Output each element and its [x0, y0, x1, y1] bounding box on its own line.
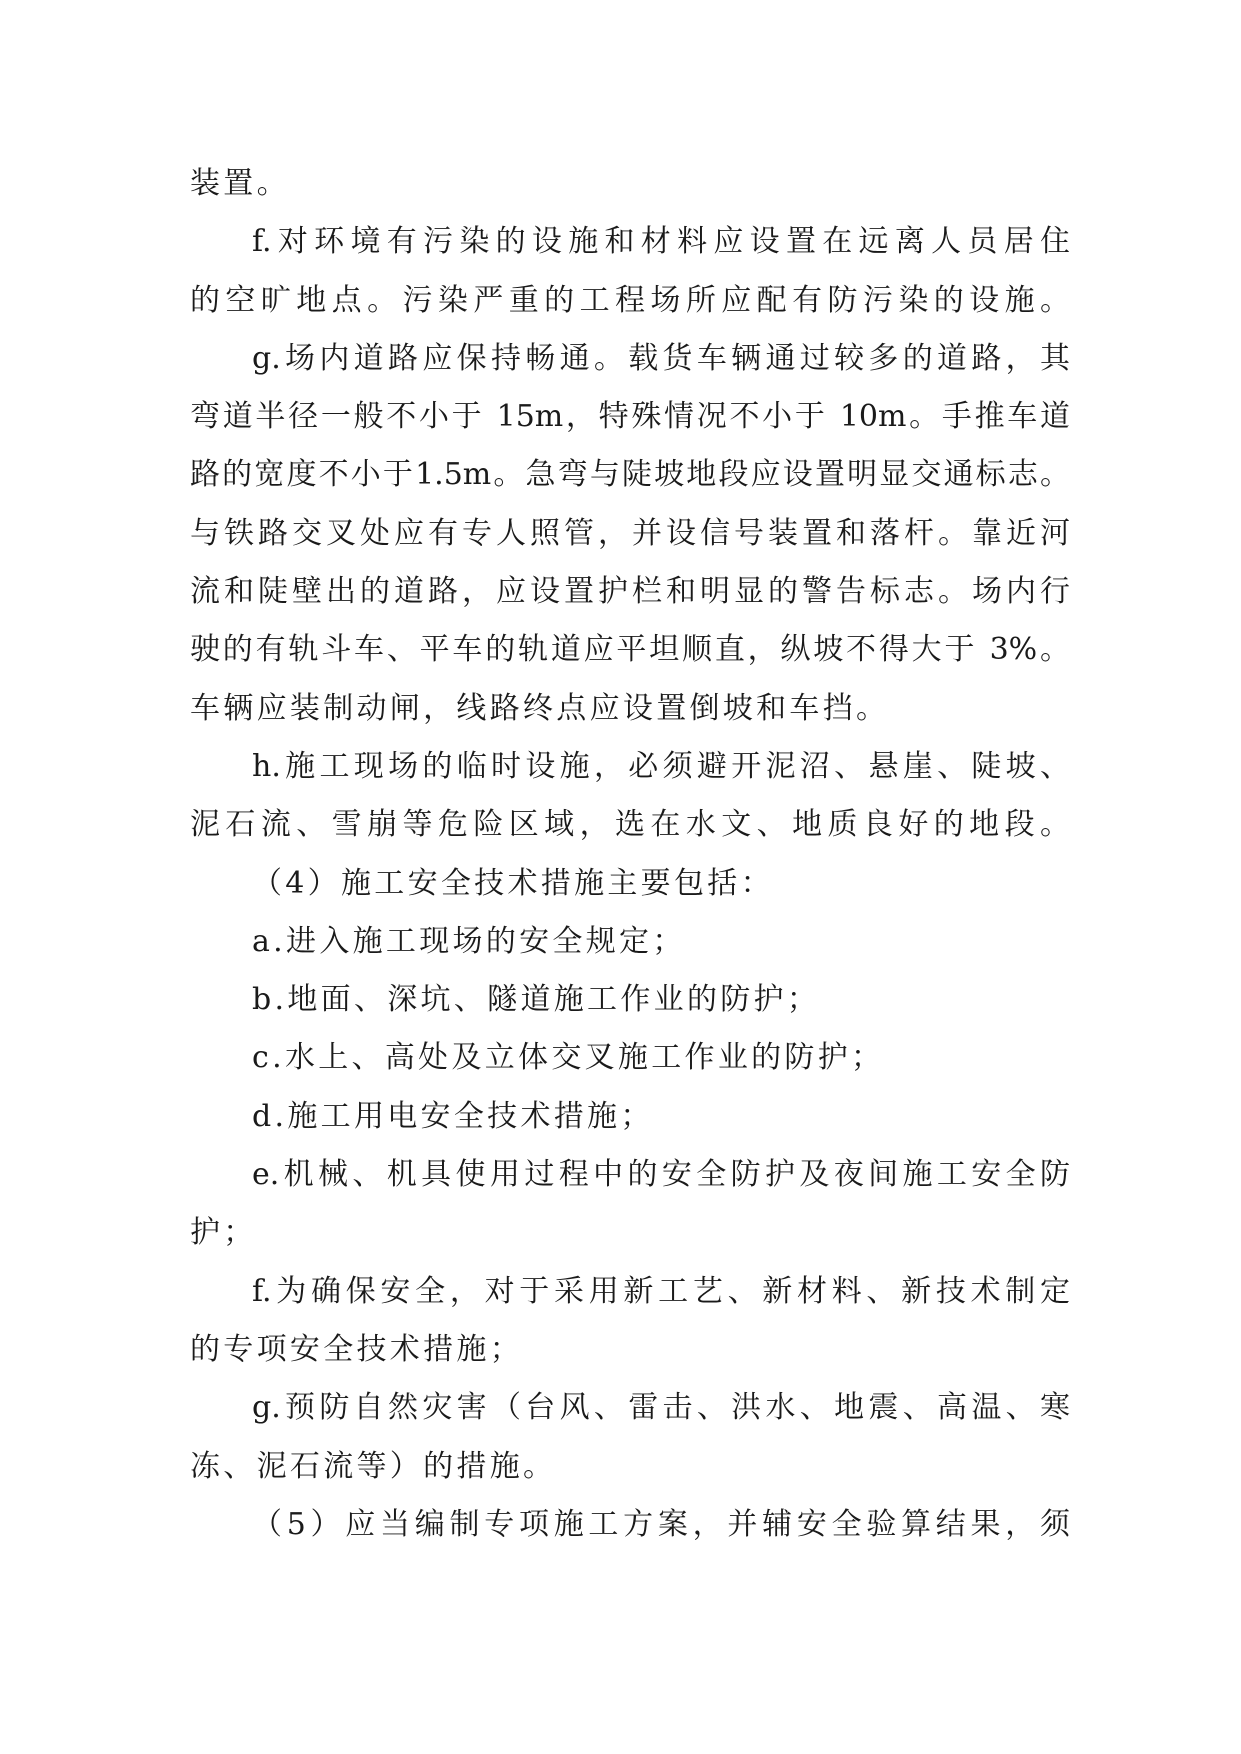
- body-text: [190, 155, 1070, 1554]
- text-line: g.预防自然灾害（台风、雷击、洪水、地震、高温、寒: [252, 1390, 1070, 1426]
- text-line: d.施工用电安全技术措施；: [252, 1098, 654, 1134]
- text-line: 流和陡壁出的道路，应设置护栏和明显的警告标志。场内行: [190, 574, 1070, 610]
- text-line: 的空旷地点。污染严重的工程场所应配有防污染的设施。: [190, 282, 1070, 318]
- text-line: 的专项安全技术措施；: [190, 1331, 523, 1367]
- text-line: 驶的有轨斗车、平车的轨道应平坦顺直，纵坡不得大于 3%。: [190, 632, 1070, 668]
- text-line: 弯道半径一般不小于 15m，特殊情况不小于 10m。手推车道: [190, 399, 1070, 435]
- text-line: h.施工现场的临时设施，必须避开泥沼、悬崖、陡坡、: [252, 748, 1070, 784]
- text-line: 冻、泥石流等）的措施。: [190, 1448, 557, 1484]
- text-line: f.对环境有污染的设施和材料应设置在远离人员居住: [252, 224, 1070, 260]
- text-line: a.进入施工现场的安全规定；: [252, 923, 686, 959]
- text-line: 与铁路交叉处应有专人照管，并设信号装置和落杆。靠近河: [190, 515, 1070, 551]
- text-line: b.地面、深坑、隧道施工作业的防护；: [252, 982, 821, 1018]
- text-line: （5）应当编制专项施工方案，并辅安全验算结果，须: [252, 1506, 1070, 1542]
- text-line: 泥石流、雪崩等危险区域，选在水文、地质良好的地段。: [190, 807, 1070, 843]
- text-line: （4）施工安全技术措施主要包括：: [252, 865, 774, 901]
- text-line: 装置。: [190, 166, 290, 201]
- text-line: 车辆应装制动闸，线路终点应设置倒坡和车挡。: [190, 690, 890, 726]
- text-line: f.为确保安全，对于采用新工艺、新材料、新技术制定: [252, 1273, 1070, 1309]
- text-line: 路的宽度不小于1.5m。急弯与陡坡地段应设置明显交通标志。: [190, 457, 1070, 493]
- text-line: e.机械、机具使用过程中的安全防护及夜间施工安全防: [252, 1157, 1070, 1193]
- text-line: g.场内道路应保持畅通。载货车辆通过较多的道路，其: [252, 340, 1070, 376]
- text-line: c.水上、高处及立体交叉施工作业的防护；: [252, 1040, 885, 1076]
- text-line: 护；: [190, 1215, 257, 1251]
